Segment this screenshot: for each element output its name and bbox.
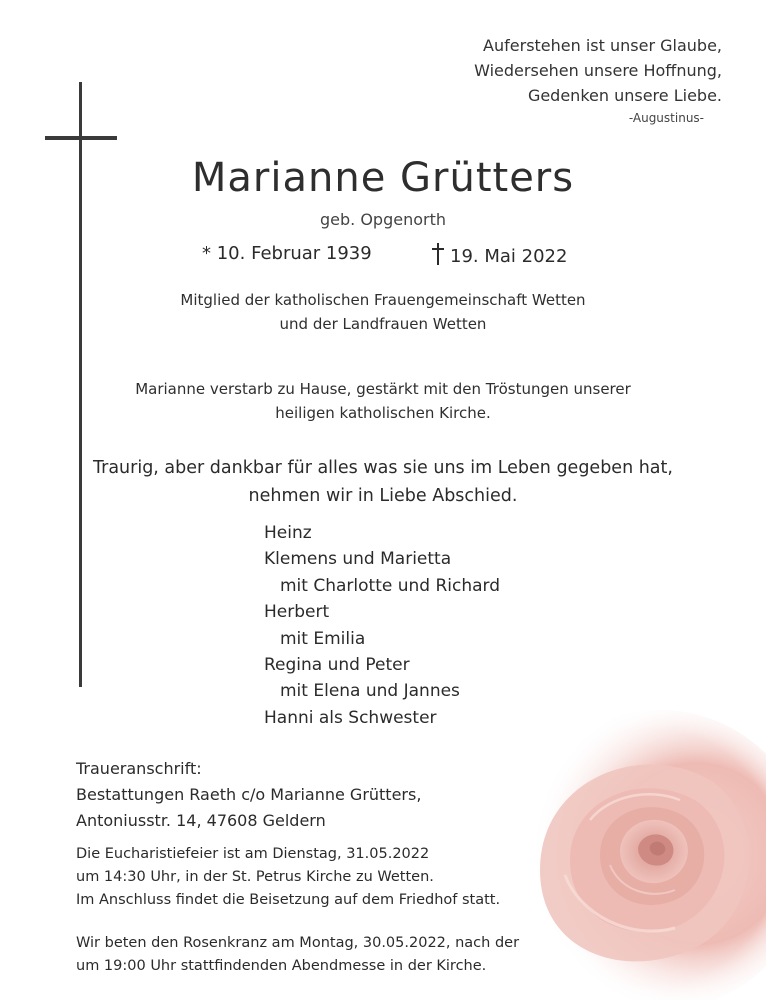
birth-date: * 10. Februar 1939 — [202, 243, 372, 264]
quote-author: -Augustinus- — [628, 111, 704, 125]
mourner: Herbert — [264, 602, 330, 623]
address-line: Traueranschrift: — [76, 759, 202, 778]
death-date: 19. Mai 2022 — [450, 246, 568, 267]
mourner: Heinz — [264, 523, 312, 543]
death-note-line: heiligen katholischen Kirche. — [275, 404, 491, 422]
service-line: Die Eucharistiefeier ist am Dienstag, 31.05.2022 — [76, 846, 430, 862]
service-line: Im Anschluss findet die Beisetzung auf dem Friedhof statt. — [76, 892, 501, 908]
farewell-line: Traurig, aber dankbar für alles was sie uns im Leben gegeben hat, — [93, 458, 673, 478]
cross-horizontal-bar — [45, 136, 117, 140]
farewell — [0, 454, 766, 510]
mourner: mit Elena und Jannes — [280, 681, 460, 702]
mourner: mit Emilia — [280, 628, 366, 649]
service-line: um 14:30 Uhr, in der St. Petrus Kirche zu Wetten. — [76, 869, 434, 885]
dagger-icon — [432, 243, 444, 265]
mourner: Hanni als Schwester — [264, 707, 437, 728]
quote-line: Gedenken unsere Liebe. — [527, 86, 722, 105]
deceased-name: Marianne Grütters — [191, 155, 575, 201]
mourner: Regina und Peter — [264, 655, 410, 676]
address-line: Antoniusstr. 14, 47608 Geldern — [76, 811, 326, 830]
service-info — [76, 843, 500, 912]
membership-line: und der Landfrauen Wetten — [279, 315, 487, 333]
death-date-row — [432, 243, 567, 267]
rosary-line: um 19:00 Uhr stattfindenden Abendmesse in der Kirche. — [76, 958, 487, 974]
farewell-line: nehmen wir in Liebe Abschied. — [248, 486, 518, 506]
mourner: Klemens und Marietta — [264, 549, 452, 570]
mourner: mit Charlotte und Richard — [280, 575, 501, 596]
membership — [0, 288, 766, 336]
maiden-name: geb. Opgenorth — [320, 210, 446, 229]
rosary-info — [76, 932, 519, 978]
rosary-line: Wir beten den Rosenkranz am Montag, 30.05.2022, nach der — [76, 935, 520, 951]
address-line: Bestattungen Raeth c/o Marianne Grütters, — [76, 785, 422, 804]
death-note-line: Marianne verstarb zu Hause, gestärkt mit den Tröstungen unserer — [135, 380, 631, 398]
mourning-address — [76, 756, 421, 834]
membership-line: Mitglied der katholischen Frauengemeinschaft Wetten — [180, 291, 586, 309]
death-note — [0, 377, 766, 425]
mourners-list — [264, 520, 500, 731]
quote-line: Wiedersehen unsere Hoffnung, — [474, 61, 722, 80]
quote-line: Auferstehen ist unser Glaube, — [483, 36, 722, 55]
